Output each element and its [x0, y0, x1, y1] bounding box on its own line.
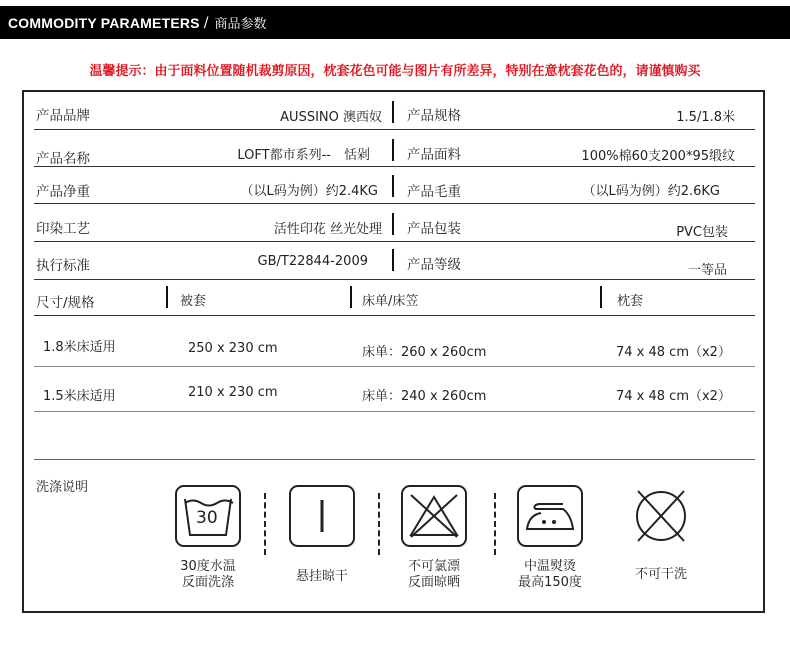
- header-bar: [0, 6, 790, 39]
- wash-temp: 30: [196, 508, 218, 528]
- wash-caption-line: 悬挂晾干: [295, 569, 348, 584]
- param-label: 产品规格: [407, 108, 461, 124]
- crossed-circle-graphic: [630, 485, 692, 547]
- param-value: GB/T22844-2009: [257, 254, 368, 269]
- param-value: （以L码为例）约2.4KG: [240, 184, 378, 199]
- header-slash: /: [203, 14, 209, 31]
- size-header-spec: 尺寸/规格: [36, 295, 95, 311]
- hang-line-graphic: [291, 487, 353, 545]
- divider-bar: [350, 286, 352, 308]
- size-cell: 74 x 48 cm（x2）: [616, 389, 731, 404]
- size-cell: 250 x 230 cm: [188, 341, 278, 356]
- no-dry-clean-icon: [630, 485, 692, 547]
- param-label: 产品品牌: [36, 108, 90, 124]
- empty-row: [34, 412, 755, 460]
- wash-caption-line: 反面洗涤: [181, 575, 234, 590]
- header-title-en: COMMODITY PARAMETERS: [8, 14, 200, 31]
- dash-divider: [378, 493, 380, 555]
- divider-bar: [392, 249, 394, 271]
- wash-30-icon: [175, 485, 241, 547]
- param-label: 产品净重: [36, 184, 90, 200]
- wash-caption-line: 最高150度: [518, 575, 582, 590]
- param-value: PVC包装: [676, 225, 728, 240]
- param-row: [34, 92, 755, 130]
- param-value: 活性印花 丝光处理: [273, 222, 382, 237]
- crossed-triangle-graphic: [403, 487, 465, 545]
- notice-text: 温馨提示：由于面料位置随机裁剪原因，枕套花色可能与图片有所差异，特别在意枕套花色的，请谨慎购买: [89, 64, 701, 79]
- size-cell: 74 x 48 cm（x2）: [616, 345, 731, 360]
- param-label: 产品包装: [407, 221, 461, 237]
- wash-caption-line: 反面晾晒: [407, 575, 460, 590]
- param-label: 印染工艺: [36, 221, 90, 237]
- divider-bar: [392, 175, 394, 197]
- parameters-panel: [22, 90, 765, 613]
- size-row: [34, 316, 755, 367]
- wash-caption: [153, 559, 263, 591]
- size-row: [34, 367, 755, 412]
- param-label: 产品面料: [407, 147, 461, 163]
- wash-caption-line: 中温熨烫: [523, 559, 576, 574]
- param-row: [34, 204, 755, 242]
- size-cell: 床单：240 x 260cm: [362, 389, 487, 404]
- param-label: 产品等级: [407, 257, 461, 273]
- wash-caption-line: 不可干洗: [634, 567, 687, 582]
- wash-caption: [495, 559, 605, 591]
- wash-caption: [267, 569, 377, 585]
- hang-dry-icon: [289, 485, 355, 547]
- param-value: 1.5/1.8米: [676, 110, 735, 125]
- param-value: 100%棉60支200*95缎纹: [581, 149, 735, 164]
- dash-divider: [264, 493, 266, 555]
- size-cell: 1.5米床适用: [43, 389, 116, 404]
- size-cell: 1.8米床适用: [43, 340, 116, 355]
- param-row: [34, 167, 755, 204]
- param-value: 一等品: [687, 263, 727, 278]
- size-header-pillow: 枕套: [617, 294, 644, 309]
- divider-bar: [600, 286, 602, 308]
- wash-caption-line: 30度水温: [180, 559, 236, 574]
- param-value: （以L码为例）约2.6KG: [582, 184, 720, 199]
- header-title-zh: 商品参数: [214, 17, 267, 32]
- size-cell: 床单：260 x 260cm: [362, 345, 487, 360]
- wash-caption-line: 不可氯漂: [407, 559, 460, 574]
- iron-medium-icon: [517, 485, 583, 547]
- size-table-header: [34, 280, 755, 316]
- wash-caption: [606, 567, 716, 583]
- divider-bar: [392, 213, 394, 235]
- no-bleach-icon: [401, 485, 467, 547]
- iron-graphic: [519, 487, 581, 545]
- wash-caption: [379, 559, 489, 591]
- wash-title: 洗涤说明: [36, 480, 89, 495]
- size-cell: 210 x 230 cm: [188, 385, 278, 400]
- divider-bar: [392, 139, 394, 161]
- param-label: 产品名称: [36, 151, 90, 167]
- param-label: 执行标准: [36, 258, 90, 274]
- param-row: [34, 242, 755, 280]
- param-row: [34, 130, 755, 167]
- divider-bar: [166, 286, 168, 308]
- size-header-sheet: 床单/床笠: [362, 294, 419, 309]
- param-value: LOFT都市系列-- 恬剁: [237, 148, 370, 163]
- param-value: AUSSINO 澳西奴: [280, 110, 382, 125]
- size-header-duvet: 被套: [180, 294, 207, 309]
- param-label: 产品毛重: [407, 184, 461, 200]
- dash-divider: [494, 493, 496, 555]
- divider-bar: [392, 101, 394, 123]
